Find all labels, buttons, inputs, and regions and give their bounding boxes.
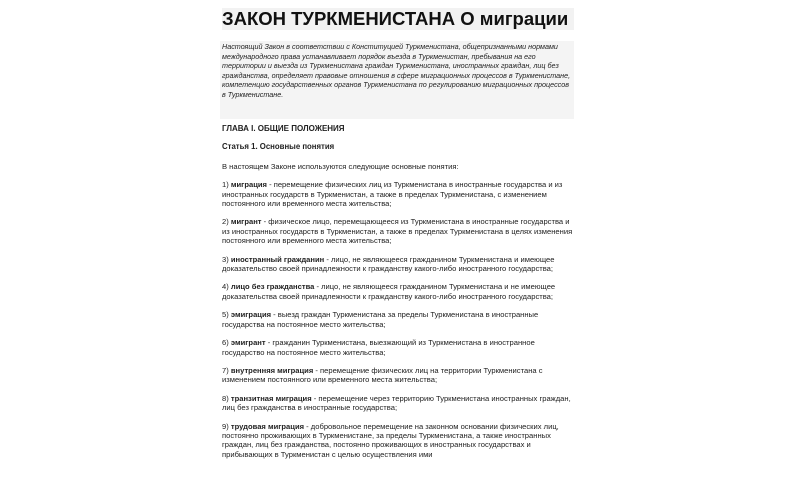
- definition-number: 3): [222, 254, 229, 264]
- definition-item: [222, 338, 574, 357]
- lead-paragraph: В настоящем Законе используются следующие основные понятия:: [222, 161, 459, 171]
- definition-number: 1): [222, 180, 229, 190]
- definition-text: - лицо, не являющееся гражданином Туркменистана и не имеющее доказательства своей принадлежности к гражданству какого-либо иностранного государства;: [222, 282, 556, 301]
- preamble-text: Настоящий Закон в соответствии с Конституцией Туркменистана, общепризнанными нормами международного права устанавливает порядок въезда в Туркменистан, пребывания на его территории и выезда из Туркменистана граждан Туркменистана, иностранных граждан, лиц без гражданства, определяет правовые отношения в сфере миграционных процессов в Туркменистане, компетенцию государственных органов Туркменистана по регулированию миграционных процессов в Туркменистане.: [222, 42, 571, 99]
- definition-text: - физическое лицо, перемещающееся из Туркменистана в иностранные государства и из иностранных государств в Туркменистан, а также в пределах Туркменистана в целях изменения постоянного или временного места жительства;: [222, 217, 573, 246]
- definition-number: 9): [222, 421, 229, 431]
- definition-term: эмигрант: [230, 338, 266, 348]
- definition-term: внутренняя миграция: [230, 365, 314, 375]
- document-body: [222, 124, 574, 468]
- definition-text: - добровольное перемещение на законном основании физических лиц, постоянно проживающих в Туркменистане, за пределы Туркменистана, а также иностранных граждан, лиц без гражданства, постоянно проживающих в иностранных государствах и прибывающих в Туркменистан с целью осуществления ими: [222, 421, 559, 459]
- definition-number: 2): [222, 217, 229, 227]
- definition-item: [222, 422, 574, 460]
- article-heading: Статья 1. Основные понятия: [222, 142, 335, 152]
- definition-number: 6): [222, 338, 229, 348]
- definition-term: лицо без гражданства: [230, 282, 315, 292]
- definition-term: трудовая миграция: [230, 421, 305, 431]
- definition-number: 4): [222, 282, 229, 292]
- definition-text: - перемещение физических лиц на территории Туркменистана с изменением постоянного или временного места жительства;: [222, 365, 543, 385]
- document-page: [220, 0, 576, 500]
- chapter-heading: ГЛАВА I. ОБЩИЕ ПОЛОЖЕНИЯ: [222, 124, 345, 133]
- definition-item: [222, 255, 574, 274]
- definition-text: - перемещение через территорию Туркменистана иностранных граждан, лиц без гражданства в иностранные государства;: [222, 393, 571, 413]
- definition-term: иностранный гражданин: [230, 254, 325, 264]
- document-title: ЗАКОН ТУРКМЕНИСТАНА О миграции: [222, 8, 574, 30]
- definition-number: 8): [222, 393, 229, 403]
- definition-text: - гражданин Туркменистана, выезжающий из Туркменистана в иностранное государство на постоянное место жительства;: [222, 338, 535, 357]
- definition-item: [222, 394, 574, 413]
- definition-item: [222, 310, 574, 329]
- definition-item: [222, 366, 574, 385]
- definition-text: - выезд граждан Туркменистана за пределы Туркменистана в иностранные государства на постоянное место жительства;: [222, 310, 539, 329]
- definition-item: [222, 217, 574, 245]
- preamble-block: [220, 41, 574, 119]
- definition-text: - лицо, не являющееся гражданином Туркменистана и имеющее доказательство своей принадлежности к гражданству какого-либо иностранного государства;: [222, 254, 555, 274]
- definition-term: транзитная миграция: [230, 393, 312, 403]
- definition-term: мигрант: [230, 217, 262, 227]
- definition-term: миграция: [230, 180, 267, 190]
- definition-number: 5): [222, 310, 229, 320]
- definition-number: 7): [222, 365, 229, 375]
- definition-term: эмиграция: [230, 310, 272, 320]
- definition-item: [222, 180, 574, 208]
- definition-text: - перемещение физических лиц из Туркменистана в иностранные государства и из иностранных государств в Туркменистан, а также в пределах Туркменистана, с изменением постоянного или временного места жительства;: [222, 180, 563, 209]
- definition-item: [222, 282, 574, 301]
